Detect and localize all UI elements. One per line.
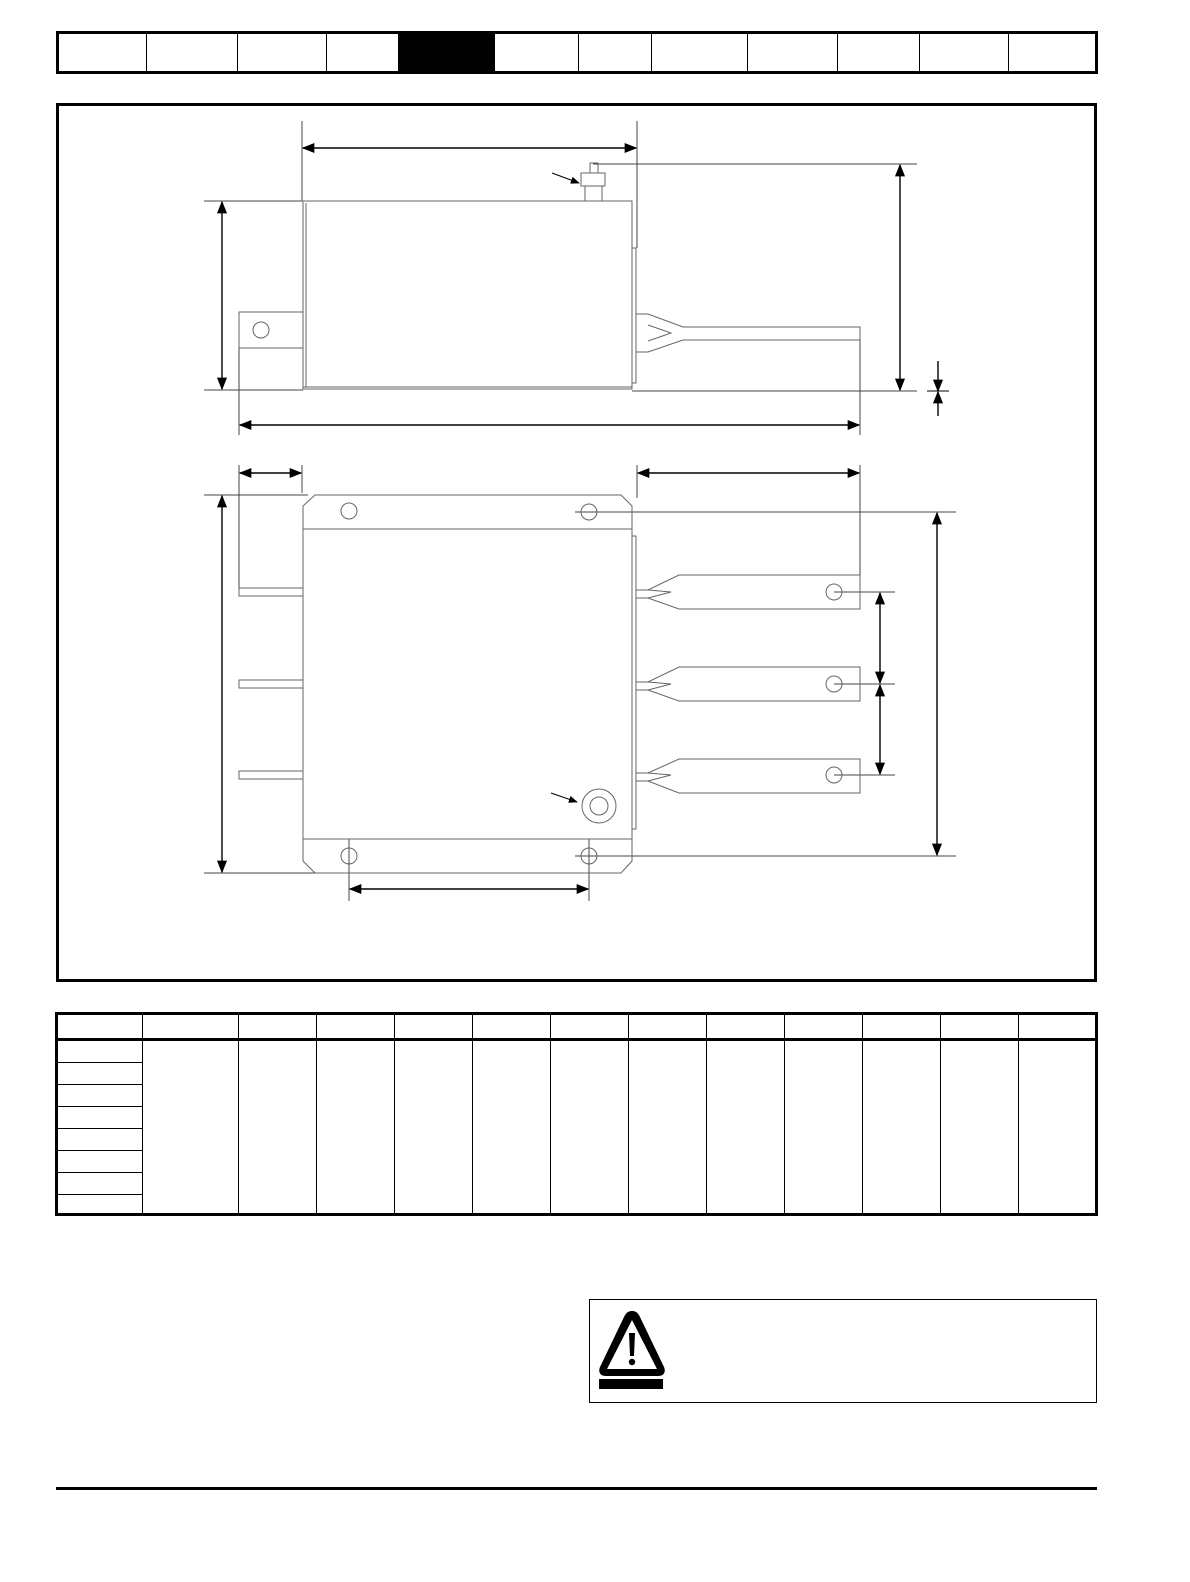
nav-tab-10[interactable] (838, 34, 920, 71)
warning-triangle-icon (597, 1307, 667, 1389)
table-col-divider (940, 1015, 941, 1213)
dimension-drawing (59, 106, 1100, 985)
table-row-divider (58, 1128, 142, 1129)
nav-tab-4[interactable] (327, 34, 399, 71)
nav-tab-1[interactable] (59, 34, 147, 71)
dimension-drawing-figure (56, 103, 1097, 982)
table-col-divider (784, 1015, 785, 1213)
table-row-divider (58, 1062, 142, 1063)
side-view (204, 121, 917, 435)
nav-tab-7[interactable] (579, 34, 652, 71)
footer-rule (56, 1487, 1097, 1490)
table-col-divider (628, 1015, 629, 1213)
header-nav-strip (56, 31, 1098, 74)
table-col-divider (1018, 1015, 1019, 1213)
nav-tab-5-active[interactable] (399, 34, 495, 71)
nav-tab-8[interactable] (652, 34, 748, 71)
table-col-divider (142, 1015, 143, 1213)
nav-tab-9[interactable] (748, 34, 838, 71)
table-row-divider (58, 1194, 142, 1195)
nav-tab-12[interactable] (1009, 34, 1095, 71)
table-row-divider (58, 1084, 142, 1085)
warning-box (589, 1299, 1097, 1403)
nav-tab-3[interactable] (238, 34, 327, 71)
table-col-divider (706, 1015, 707, 1213)
table-col-divider (316, 1015, 317, 1213)
table-col-divider (394, 1015, 395, 1213)
table-col-divider (550, 1015, 551, 1213)
nav-tab-6[interactable] (495, 34, 579, 71)
table-col-divider (472, 1015, 473, 1213)
table-col-divider (862, 1015, 863, 1213)
table-row-divider (58, 1106, 142, 1107)
nav-tab-11[interactable] (920, 34, 1009, 71)
dimensions-table (55, 1012, 1098, 1216)
table-col-divider (238, 1015, 239, 1213)
table-row-divider (58, 1172, 142, 1173)
plan-view-dimensions (222, 473, 937, 889)
nav-tab-2[interactable] (147, 34, 238, 71)
table-row-divider (58, 1150, 142, 1151)
plan-view (204, 465, 956, 901)
